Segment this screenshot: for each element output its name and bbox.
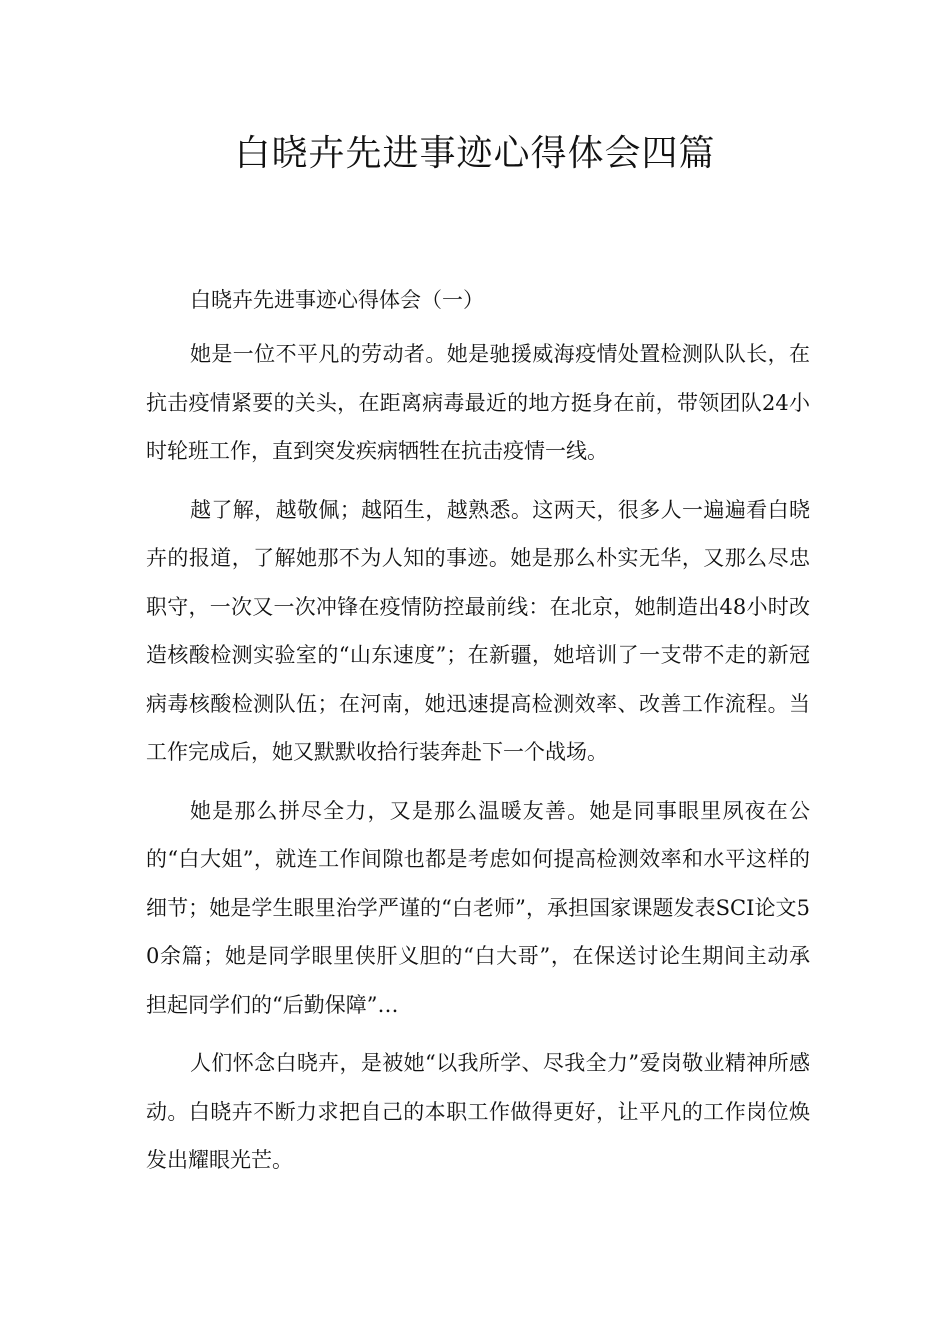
paragraph-1: 她是一位不平凡的劳动者。她是驰援威海疫情处置检测队队长，在抗击疫情紧要的关头，在距离病毒最近的地方挺身在前，带领团队24小时轮班工作，直到突发疾病牺牲在抗击疫情一线。 (146, 342, 810, 463)
document-title: 白晓卉先进事迹心得体会四篇 (234, 133, 716, 174)
paragraph-3: 她是那么拼尽全力，又是那么温暖友善。她是同事眼里夙夜在公的“白大姐”，就连工作间隙也都是考虑如何提高检测效率和水平这样的细节；她是学生眼里治学严谨的“白老师”，承担国家课题发表SCI论文50余篇；她是同学眼里侠肝义胆的“白大哥”，在保送讨论生期间主动承担起同学们的“后勤保障”… (146, 798, 810, 1017)
document-body (146, 280, 810, 1195)
paragraph-4: 人们怀念白晓卉，是被她“以我所学、尽我全力”爱岗敬业精神所感动。白晓卉不断力求把自己的本职工作做得更好，让平凡的工作岗位焕发出耀眼光芒。 (146, 1051, 810, 1172)
section-heading: 白晓卉先进事迹心得体会（一） (190, 288, 484, 312)
paragraph-2: 越了解，越敬佩；越陌生，越熟悉。这两天，很多人一遍遍看白晓卉的报道，了解她那不为人知的事迹。她是那么朴实无华，又那么尽忠职守，一次又一次冲锋在疫情防控最前线：在北京，她制造出48小时改造核酸检测实验室的“山东速度”；在新疆，她培训了一支带不走的新冠病毒核酸检测队伍；在河南，她迅速提高检测效率、改善工作流程。当工作完成后，她又默默收拾行装奔赴下一个战场。 (146, 497, 810, 764)
